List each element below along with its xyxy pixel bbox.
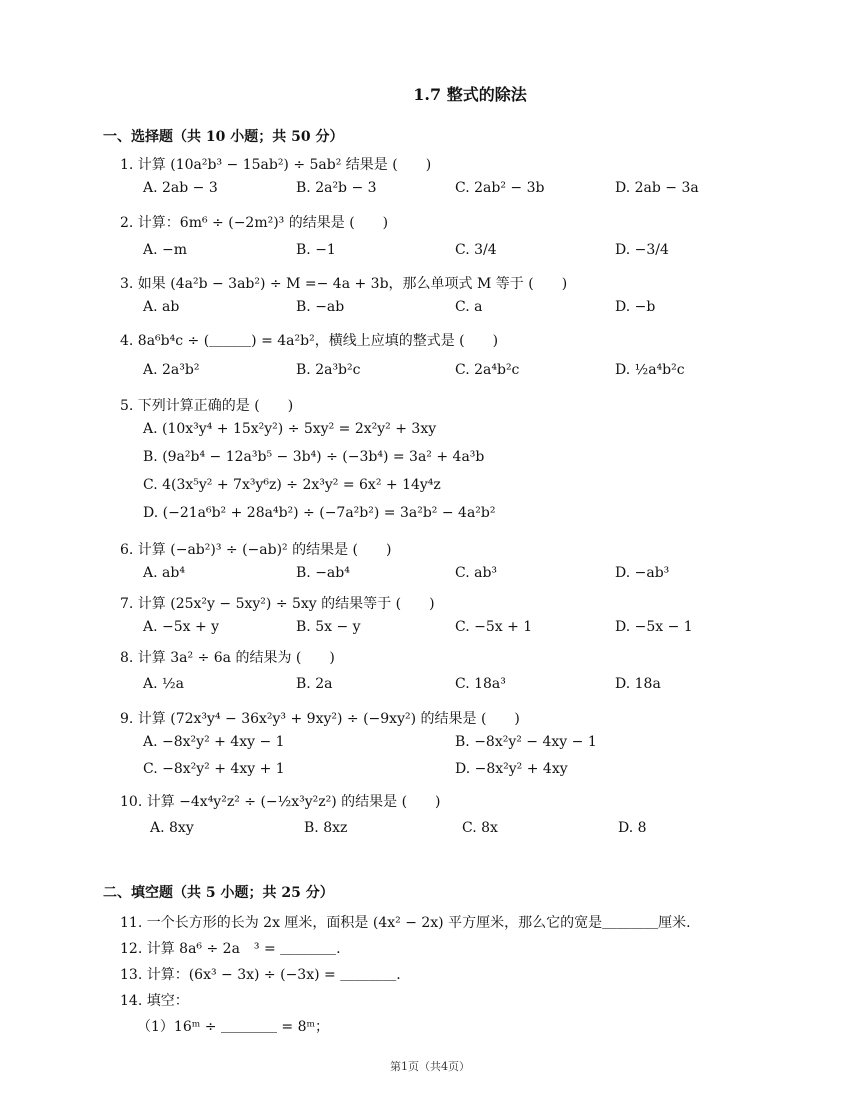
question-5: 5. 下列计算正确的是 ( ) [120, 398, 294, 414]
q10-option-b: B. 8xz [304, 820, 348, 836]
question-8: 8. 计算 3a² ÷ 6a 的结果为 ( ) [120, 650, 335, 666]
q6-option-c: C. ab³ [455, 565, 498, 581]
q5-option-a: A. (10x³y⁴ + 15x²y²) ÷ 5xy² = 2x²y² + 3xy [143, 421, 437, 437]
page-title: 1.7 整式的除法 [413, 85, 527, 104]
q4-option-c: C. 2a⁴b²c [455, 362, 520, 378]
q1-option-d: D. 2ab − 3a [615, 180, 699, 196]
q9-option-b: B. −8x²y² − 4xy − 1 [455, 734, 597, 750]
q8-option-c: C. 18a³ [455, 676, 506, 692]
section-choice-heading: 一、选择题（共 10 小题；共 50 分） [103, 129, 344, 145]
question-7: 7. 计算 (25x²y − 5xy²) ÷ 5xy 的结果等于 ( ) [120, 596, 435, 612]
q8-option-a: A. ½a [143, 676, 184, 692]
question-11: 11. 一个长方形的长为 2x 厘米，面积是 (4x² − 2x) 平方厘米，那么它的宽是＿＿＿＿厘米. [120, 915, 691, 931]
page-footer: 第1页（共4页） [390, 1060, 470, 1073]
q4-option-b: B. 2a³b²c [296, 362, 361, 378]
q10-option-d: D. 8 [618, 820, 647, 836]
q2-option-b: B. −1 [296, 242, 336, 258]
q10-option-a: A. 8xy [150, 820, 194, 836]
q9-option-c: C. −8x²y² + 4xy + 1 [143, 761, 285, 777]
q2-option-a: A. −m [143, 242, 188, 258]
question-2: 2. 计算：6m⁶ ÷ (−2m²)³ 的结果是 ( ) [120, 215, 389, 231]
q6-option-a: A. ab⁴ [143, 565, 185, 581]
q4-option-a: A. 2a³b² [143, 362, 200, 378]
question-4: 4. 8a⁶b⁴c ÷ (＿＿＿) = 4a²b²，横线上应填的整式是 ( ) [120, 333, 499, 349]
q1-option-b: B. 2a²b − 3 [296, 180, 377, 196]
q4-option-d: D. ½a⁴b²c [615, 362, 685, 378]
q2-option-d: D. −3/4 [615, 242, 669, 258]
question-1: 1. 计算 (10a²b³ − 15ab²) ÷ 5ab² 结果是 ( ) [120, 157, 432, 173]
question-14-part-1: （1）16ᵐ ÷ ＿＿＿＿ = 8ᵐ； [137, 1019, 330, 1035]
q7-option-b: B. 5x − y [296, 619, 361, 635]
q9-option-d: D. −8x²y² + 4xy [455, 761, 568, 777]
q8-option-b: B. 2a [296, 676, 333, 692]
q5-option-b: B. (9a²b⁴ − 12a³b⁵ − 3b⁴) ÷ (−3b⁴) = 3a² + 4a³b [143, 449, 485, 465]
q7-option-a: A. −5x + y [143, 619, 220, 635]
q3-option-c: C. a [455, 299, 483, 315]
q7-option-c: C. −5x + 1 [455, 619, 533, 635]
q8-option-d: D. 18a [615, 676, 661, 692]
question-10: 10. 计算 −4x⁴y²z² ÷ (−½x³y²z²) 的结果是 ( ) [120, 794, 441, 810]
q1-option-a: A. 2ab − 3 [143, 180, 218, 196]
q9-option-a: A. −8x²y² + 4xy − 1 [143, 734, 285, 750]
q3-option-b: B. −ab [296, 299, 345, 315]
q2-option-c: C. 3/4 [455, 242, 497, 258]
question-12: 12. 计算 8a⁶ ÷ 2a ³ = ＿＿＿＿. [120, 941, 341, 957]
q7-option-d: D. −5x − 1 [615, 619, 693, 635]
section-fill-heading: 二、填空题（共 5 小题；共 25 分） [103, 885, 334, 901]
question-13: 13. 计算：(6x³ − 3x) ÷ (−3x) = ＿＿＿＿. [120, 967, 401, 983]
question-14: 14. 填空： [120, 993, 189, 1009]
q10-option-c: C. 8x [462, 820, 498, 836]
question-3: 3. 如果 (4a²b − 3ab²) ÷ M =− 4a + 3b，那么单项式 M 等于 ( ) [120, 276, 568, 292]
q3-option-a: A. ab [143, 299, 180, 315]
q6-option-d: D. −ab³ [615, 565, 670, 581]
q3-option-d: D. −b [615, 299, 656, 315]
question-9: 9. 计算 (72x³y⁴ − 36x²y³ + 9xy²) ÷ (−9xy²) 的结果是 ( ) [120, 711, 520, 727]
q1-option-c: C. 2ab² − 3b [455, 180, 545, 196]
q6-option-b: B. −ab⁴ [296, 565, 350, 581]
q5-option-d: D. (−21a⁶b² + 28a⁴b²) ÷ (−7a²b²) = 3a²b² − 4a²b² [143, 505, 496, 521]
question-6: 6. 计算 (−ab²)³ ÷ (−ab)² 的结果是 ( ) [120, 542, 392, 558]
q5-option-c: C. 4(3x⁵y² + 7x³y⁶z) ÷ 2x³y² = 6x² + 14y⁴z [143, 477, 441, 493]
